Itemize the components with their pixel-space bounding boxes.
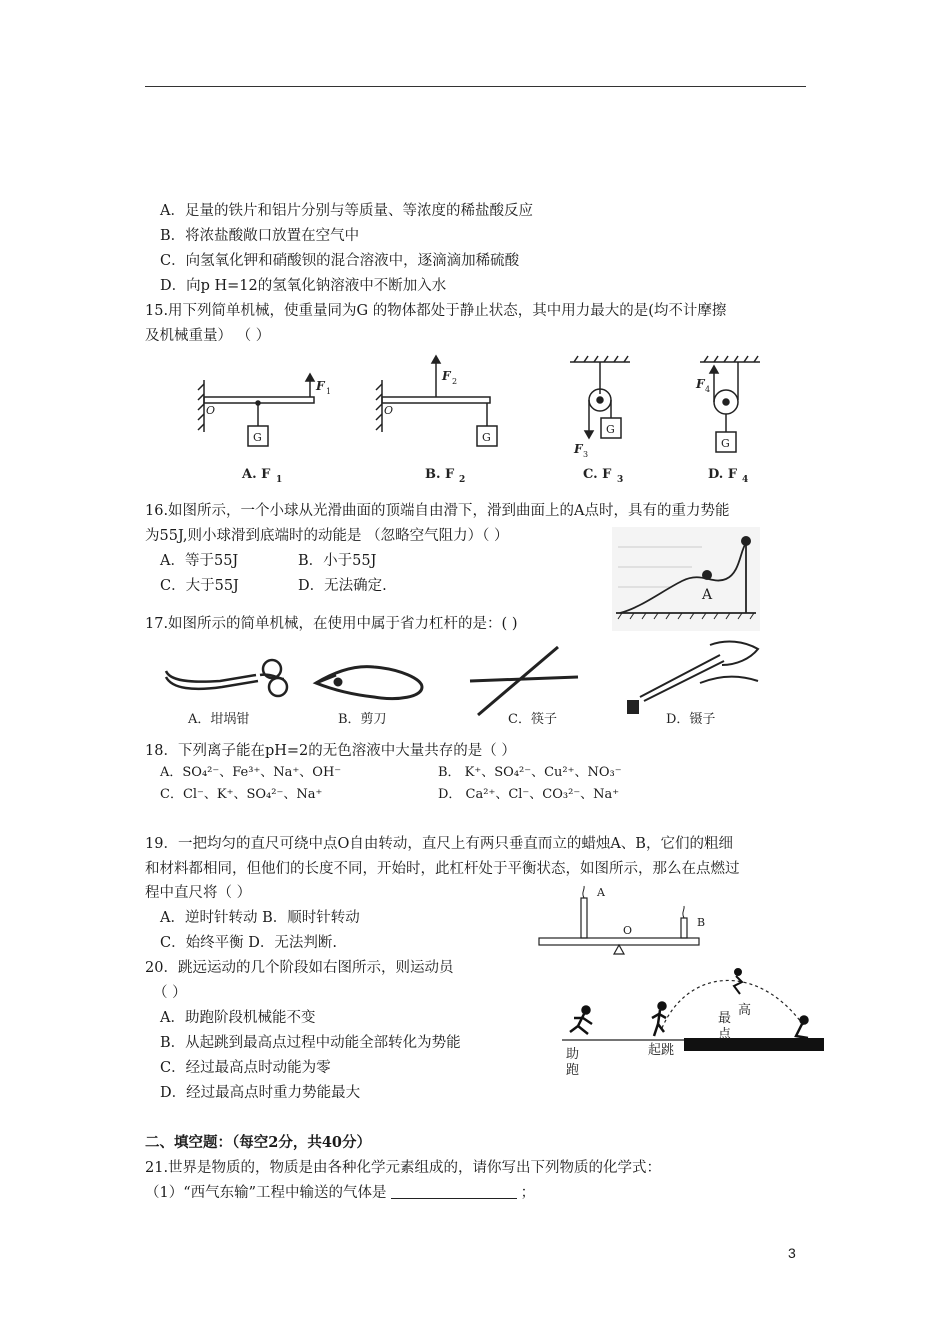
q15-c-force-sub: 3	[583, 450, 589, 459]
q15-a-force-sub: 1	[326, 387, 332, 396]
q15-a-weight: G	[253, 431, 262, 444]
q15-figure-b	[376, 356, 497, 446]
header-rule	[145, 86, 806, 87]
q15-caption-d: D. F	[708, 467, 738, 482]
q15-caption-a: A. F	[242, 467, 271, 482]
q16-point-a-label: A	[702, 587, 713, 603]
q20-option-c: C．经过最高点时动能为零	[160, 1060, 331, 1076]
q19-stem-line3: 程中直尺将（ ）	[145, 885, 252, 901]
q21-item-1-prefix: （1）“西气东输”工程中输送的气体是	[145, 1185, 387, 1201]
q17-caption-a: A．坩埚钳	[188, 712, 250, 727]
q20-label-top-2: 高	[738, 1003, 752, 1018]
q15-caption-b: B. F	[425, 467, 455, 482]
q17-caption-c: C．筷子	[508, 712, 557, 727]
q17-caption-b: B．剪刀	[338, 712, 387, 727]
q15-b-force-sub: 2	[452, 377, 458, 386]
q20-figure	[558, 968, 826, 1076]
q15-figure-d	[700, 356, 760, 452]
q15-b-weight: G	[482, 431, 491, 444]
q19-options-cd: C．始终平衡 D．无法判断.	[160, 935, 337, 951]
q20-label-top-1: 最	[718, 1011, 732, 1026]
q17-tongs	[166, 660, 287, 696]
q16-option-a: A．等于55J	[160, 553, 239, 569]
q15-caption-c-sub: 3	[617, 475, 624, 485]
q19-options-ab: A．逆时针转动 B．顺时针转动	[160, 910, 360, 926]
q15-d-weight: G	[721, 437, 730, 450]
q20-option-d: D．经过最高点时重力势能最大	[160, 1085, 361, 1101]
q19-candle-a-label: A	[597, 886, 605, 899]
q15-c-force: F	[574, 442, 583, 456]
q19-candle-b-label: B	[697, 916, 705, 929]
q17-tweezers	[628, 642, 758, 713]
q19-figure	[535, 884, 705, 956]
q20-landing-figure	[796, 1017, 808, 1039]
q14-option-c: C．向氢氧化钾和硝酸钡的混合溶液中，逐滴滴加稀硫酸	[160, 253, 520, 269]
q19-stem-line2: 和材料都相同，但他们的长度不同，开始时，此杠杆处于平衡状态，如图所示，那么在点燃过	[145, 861, 740, 877]
section-2-heading: 二、填空题：（每空2分，共40分）	[145, 1134, 372, 1151]
q20-label-run-2: 跑	[566, 1063, 580, 1076]
q20-option-a: A．助跑阶段机械能不变	[160, 1010, 316, 1026]
q15-caption-b-sub: 2	[459, 475, 466, 485]
q15-caption-d-sub: 4	[742, 475, 749, 485]
q17-stem: 17.如图所示的简单机械，在使用中属于省力杠杆的是：( )	[145, 616, 518, 632]
q15-d-force-sub: 4	[705, 385, 711, 394]
q21-answer-blank[interactable]	[391, 1184, 517, 1199]
q17-caption-d: D．镊子	[666, 712, 716, 727]
q21-item-1	[145, 1183, 535, 1203]
q15-stem-line1: 15.用下列简单机械，使重量同为G 的物体都处于静止状态，其中用力最大的是(均不计摩擦	[145, 303, 727, 319]
q20-stem-line2: （ ）	[153, 985, 187, 1001]
q14-option-a: A．足量的铁片和铝片分别与等质量、等浓度的稀盐酸反应	[160, 203, 533, 219]
q18-option-c: C．Cl⁻、K⁺、SO₄²⁻、Na⁺	[160, 787, 323, 802]
q15-d-force: F	[696, 377, 705, 391]
q16-option-b: B．小于55J	[298, 553, 377, 569]
q15-figure-c	[570, 356, 630, 438]
q16-option-c: C．大于55J	[160, 578, 239, 594]
q20-option-b: B．从起跳到最高点过程中动能全部转化为势能	[160, 1035, 461, 1051]
q14-option-d: D．向p H=12的氢氧化钠溶液中不断加入水	[160, 278, 447, 294]
q20-label-run-1: 助	[566, 1047, 580, 1062]
q15-stem-line2: 及机械重量） （ ）	[145, 328, 271, 344]
q17-figure	[160, 635, 770, 735]
q20-label-top-3: 点	[718, 1027, 732, 1042]
q20-runner-figure	[570, 1007, 592, 1035]
q15-a-pivot: O	[206, 404, 216, 417]
q15-b-force: F	[442, 369, 451, 383]
q14-option-b: B．将浓盐酸敞口放置在空气中	[160, 228, 360, 244]
q18-option-b: B． K⁺、SO₄²⁻、Cu²⁺、NO₃⁻	[438, 765, 622, 780]
q20-takeoff-figure	[652, 1003, 666, 1037]
q16-stem-line2: 为55J,则小球滑到底端时的动能是 （忽略空气阻力）（ ）	[145, 528, 509, 544]
q15-c-weight: G	[606, 423, 615, 436]
q17-scissors	[316, 667, 422, 699]
q20-label-jump: 起跳	[648, 1043, 675, 1058]
q21-item-1-suffix: ；	[520, 1185, 536, 1201]
q16-stem-line1: 16.如图所示，一个小球从光滑曲面的顶端自由滑下，滑到曲面上的A点时，具有的重力势能	[145, 503, 730, 519]
q20-stem-line1: 20．跳远运动的几个阶段如右图所示，则运动员	[145, 960, 454, 976]
q15-figure	[190, 350, 770, 490]
q15-caption-c: C. F	[583, 467, 612, 482]
q15-a-force: F	[316, 379, 325, 393]
q17-chopsticks	[470, 647, 578, 715]
q15-b-pivot: O	[384, 404, 394, 417]
page-number: 3	[788, 1245, 796, 1261]
q19-stem-line1: 19．一把均匀的直尺可绕中点O自由转动，直尺上有两只垂直而立的蜡烛A、B，它们的粗细	[145, 836, 733, 852]
q18-stem: 18．下列离子能在pH=2的无色溶液中大量共存的是（ ）	[145, 743, 516, 759]
q15-caption-a-sub: 1	[276, 475, 283, 485]
q19-pivot-label: O	[623, 924, 633, 937]
q16-option-d: D．无法确定.	[298, 578, 387, 594]
q18-option-a: A．SO₄²⁻、Fe³⁺、Na⁺、OH⁻	[160, 765, 342, 780]
q16-figure	[612, 527, 760, 631]
q21-stem: 21.世界是物质的，物质是由各种化学元素组成的，请你写出下列物质的化学式：	[145, 1160, 662, 1176]
q18-option-d: D． Ca²⁺、Cl⁻、CO₃²⁻、Na⁺	[438, 787, 620, 802]
